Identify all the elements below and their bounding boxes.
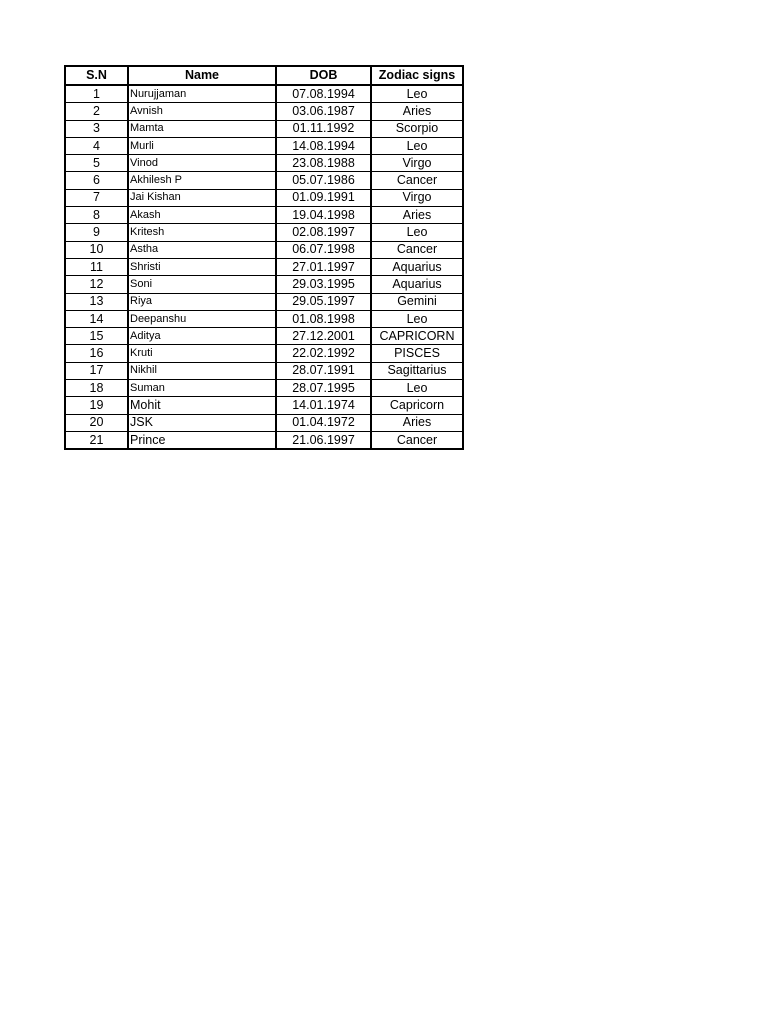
cell-zodiac: Cancer [371,431,463,449]
table-row [65,431,463,449]
cell-zodiac: Leo [371,137,463,154]
cell-name: Astha [128,241,276,258]
cell-name: Akhilesh P [128,172,276,189]
header-name: Name [128,66,276,85]
table-row [65,137,463,154]
cell-sn: 13 [65,293,128,310]
cell-name: Nurujjaman [128,85,276,103]
cell-sn: 4 [65,137,128,154]
cell-dob: 23.08.1988 [276,155,371,172]
cell-dob: 07.08.1994 [276,85,371,103]
cell-zodiac: Leo [371,310,463,327]
header-zodiac: Zodiac signs [371,66,463,85]
table-row [65,293,463,310]
cell-zodiac: Aries [371,103,463,120]
cell-zodiac: Aries [371,414,463,431]
header-dob: DOB [276,66,371,85]
cell-zodiac: Leo [371,380,463,397]
cell-dob: 22.02.1992 [276,345,371,362]
table-row [65,362,463,379]
cell-sn: 15 [65,328,128,345]
header-sn: S.N [65,66,128,85]
cell-name: Soni [128,276,276,293]
cell-name: Vinod [128,155,276,172]
cell-name: Prince [128,431,276,449]
cell-name: Riya [128,293,276,310]
table-row [65,241,463,258]
cell-zodiac: Scorpio [371,120,463,137]
cell-dob: 05.07.1986 [276,172,371,189]
cell-zodiac: Aries [371,207,463,224]
cell-name: Deepanshu [128,310,276,327]
cell-sn: 16 [65,345,128,362]
table-row [65,155,463,172]
cell-sn: 20 [65,414,128,431]
cell-zodiac: Leo [371,224,463,241]
cell-zodiac: Sagittarius [371,362,463,379]
cell-sn: 10 [65,241,128,258]
table-row [65,414,463,431]
cell-dob: 14.01.1974 [276,397,371,414]
cell-name: Kritesh [128,224,276,241]
table-row [65,172,463,189]
cell-sn: 17 [65,362,128,379]
table-row [65,207,463,224]
table-row [65,380,463,397]
cell-name: Akash [128,207,276,224]
cell-zodiac: Aquarius [371,276,463,293]
table-header [65,66,463,85]
table-row [65,258,463,275]
table-row [65,397,463,414]
header-row [65,66,463,85]
cell-dob: 21.06.1997 [276,431,371,449]
cell-dob: 01.11.1992 [276,120,371,137]
cell-name: Nikhil [128,362,276,379]
cell-zodiac: Virgo [371,155,463,172]
cell-sn: 11 [65,258,128,275]
cell-dob: 01.08.1998 [276,310,371,327]
cell-dob: 29.05.1997 [276,293,371,310]
cell-dob: 03.06.1987 [276,103,371,120]
cell-sn: 6 [65,172,128,189]
cell-name: Aditya [128,328,276,345]
cell-sn: 3 [65,120,128,137]
cell-dob: 01.04.1972 [276,414,371,431]
cell-dob: 29.03.1995 [276,276,371,293]
cell-dob: 01.09.1991 [276,189,371,206]
cell-name: Kruti [128,345,276,362]
cell-sn: 18 [65,380,128,397]
cell-name: Mohit [128,397,276,414]
zodiac-table [64,65,464,450]
cell-zodiac: PISCES [371,345,463,362]
cell-sn: 1 [65,85,128,103]
cell-name: Avnish [128,103,276,120]
cell-dob: 27.12.2001 [276,328,371,345]
cell-sn: 2 [65,103,128,120]
cell-zodiac: Leo [371,85,463,103]
cell-name: Mamta [128,120,276,137]
cell-sn: 12 [65,276,128,293]
table-row [65,345,463,362]
cell-zodiac: Capricorn [371,397,463,414]
cell-sn: 8 [65,207,128,224]
cell-sn: 19 [65,397,128,414]
cell-sn: 9 [65,224,128,241]
cell-dob: 28.07.1991 [276,362,371,379]
table-row [65,224,463,241]
table-row [65,276,463,293]
cell-name: Murli [128,137,276,154]
cell-name: Suman [128,380,276,397]
cell-zodiac: Aquarius [371,258,463,275]
cell-dob: 06.07.1998 [276,241,371,258]
table-row [65,189,463,206]
cell-dob: 02.08.1997 [276,224,371,241]
table-row [65,310,463,327]
table-body [65,85,463,449]
table-row [65,328,463,345]
table-row [65,103,463,120]
cell-name: Jai Kishan [128,189,276,206]
cell-sn: 14 [65,310,128,327]
cell-dob: 19.04.1998 [276,207,371,224]
cell-sn: 7 [65,189,128,206]
cell-zodiac: Cancer [371,241,463,258]
cell-name: Shristi [128,258,276,275]
cell-zodiac: Cancer [371,172,463,189]
cell-sn: 21 [65,431,128,449]
cell-dob: 14.08.1994 [276,137,371,154]
cell-zodiac: Gemini [371,293,463,310]
cell-dob: 27.01.1997 [276,258,371,275]
cell-zodiac: Virgo [371,189,463,206]
table-row [65,85,463,103]
cell-sn: 5 [65,155,128,172]
cell-zodiac: CAPRICORN [371,328,463,345]
cell-name: JSK [128,414,276,431]
table-row [65,120,463,137]
cell-dob: 28.07.1995 [276,380,371,397]
